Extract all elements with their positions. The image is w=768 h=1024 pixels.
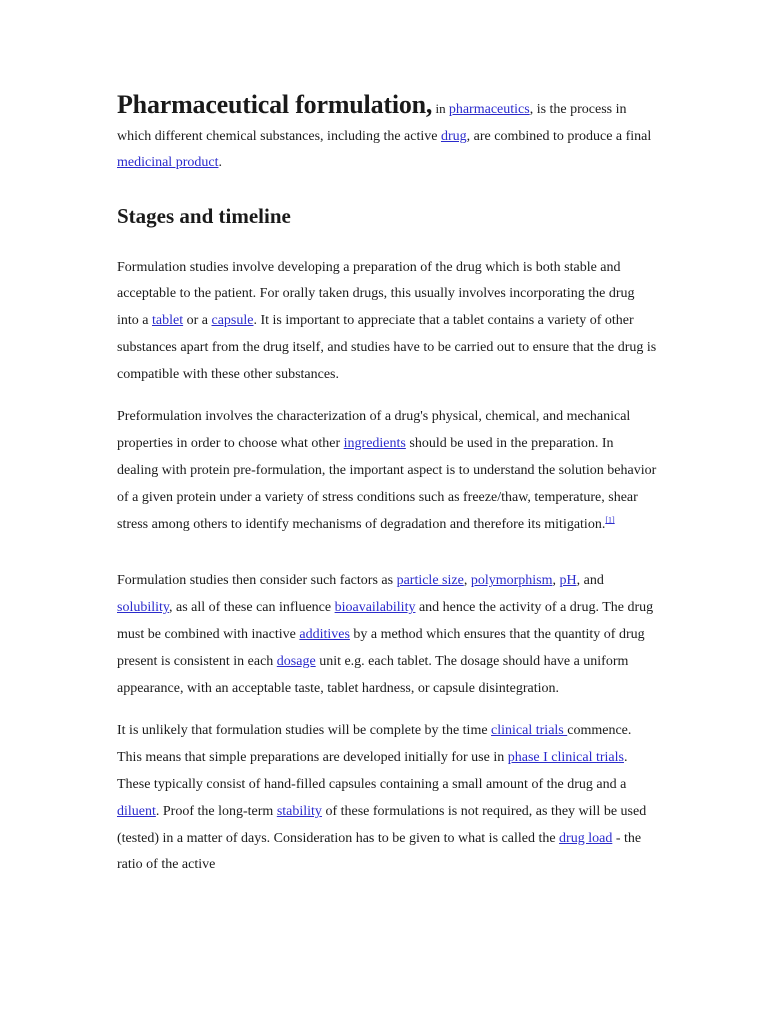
link-stability[interactable]: stability <box>276 803 322 819</box>
p3-text-3: , <box>552 573 560 589</box>
intro-text-1: in <box>432 101 449 116</box>
paragraph-2 <box>117 404 657 538</box>
link-tablet[interactable]: tablet <box>152 313 184 329</box>
p3-text-7: by a method which ensures that the quantity of drug present is consistent in each <box>117 627 645 669</box>
p4-text-6: - the ratio of the active <box>117 830 642 873</box>
intro-text-4: . <box>218 155 222 170</box>
p1-text-3: . It is important to appreciate that a tablet contains a variety of other substances apart from the drug itself, and studies have to be carried out to ensure that the drug is compatible with these other substances. <box>117 313 657 382</box>
link-bioavailability[interactable]: bioavailability <box>334 600 416 616</box>
link-dosage[interactable]: dosage <box>276 653 316 669</box>
reference-link-1[interactable]: [1] <box>605 515 615 525</box>
link-pharmaceutics[interactable]: pharmaceutics <box>448 102 530 117</box>
link-ingredients[interactable]: ingredients <box>343 436 406 452</box>
p4-text-2: commence. This means that simple preparations are developed initially for use in <box>117 723 632 766</box>
intro-paragraph <box>117 92 657 177</box>
link-capsule[interactable]: capsule <box>211 313 254 329</box>
link-medicinal-product[interactable]: medicinal product <box>117 155 219 170</box>
link-solubility[interactable]: solubility <box>117 600 169 616</box>
link-additives[interactable]: additives <box>299 627 350 643</box>
p2-text-1: Preformulation involves the characterization of a drug's physical, chemical, and mechanical properties in order to choose what other <box>117 409 631 452</box>
p3-text-1: Formulation studies then consider such factors as <box>117 573 397 589</box>
p4-text-1: It is unlikely that formulation studies will be complete by the time <box>117 723 492 739</box>
p3-text-5: , as all of these can influence <box>169 600 335 616</box>
p4-text-5: of these formulations is not required, as they will be used (tested) in a matter of days. Consideration has to be given to what is called the <box>117 803 647 846</box>
p4-text-3: . These typically consist of hand-filled capsules containing a small amount of the drug and a <box>117 750 628 793</box>
p1-text-1: Formulation studies involve developing a preparation of the drug which is both stable and acceptable to the patient. For orally taken drugs, this usually involves incorporating the drug into a <box>117 259 635 329</box>
p3-text-6: and hence the activity of a drug. The drug must be combined with inactive <box>117 600 654 643</box>
link-phase-i-clinical-trials[interactable]: phase I clinical trials <box>507 750 624 766</box>
paragraph-3 <box>117 568 657 702</box>
intro-text-3: , are combined to produce a final <box>466 128 652 144</box>
section-heading: Stages and timeline <box>117 203 291 228</box>
link-diluent[interactable]: diluent <box>117 803 156 819</box>
paragraph-4 <box>117 718 657 879</box>
p1-text-2: or a <box>183 313 212 329</box>
intro-text-2: , is the process in which different chemical substances, including the active <box>117 102 627 144</box>
link-particle-size[interactable]: particle size <box>396 573 464 589</box>
link-ph[interactable]: pH <box>559 573 577 589</box>
article-title: Pharmaceutical formulation, <box>117 90 433 119</box>
p3-text-4: , and <box>576 573 604 589</box>
p2-text-2: should be used in the preparation. In dealing with protein pre-formulation, the important aspect is to understand the solution behavior of a given protein under a variety of stress conditions such as freeze/thaw, temperature, shear stress among others to identify mechanisms of degradation and therefore its mitigation. <box>117 436 657 532</box>
paragraph-1 <box>117 255 657 389</box>
p4-text-4: . Proof the long-term <box>155 803 277 819</box>
document-page <box>117 92 657 895</box>
p3-text-8: unit e.g. each tablet. The dosage should have a uniform appearance, with an acceptable taste, tablet hardness, or capsule disintegration. <box>117 653 629 696</box>
p3-text-2: , <box>463 573 471 589</box>
link-polymorphism[interactable]: polymorphism <box>470 573 553 589</box>
link-drug-load[interactable]: drug load <box>559 830 613 846</box>
link-clinical-trials[interactable]: clinical trials <box>491 723 568 739</box>
link-drug[interactable]: drug <box>440 128 467 144</box>
